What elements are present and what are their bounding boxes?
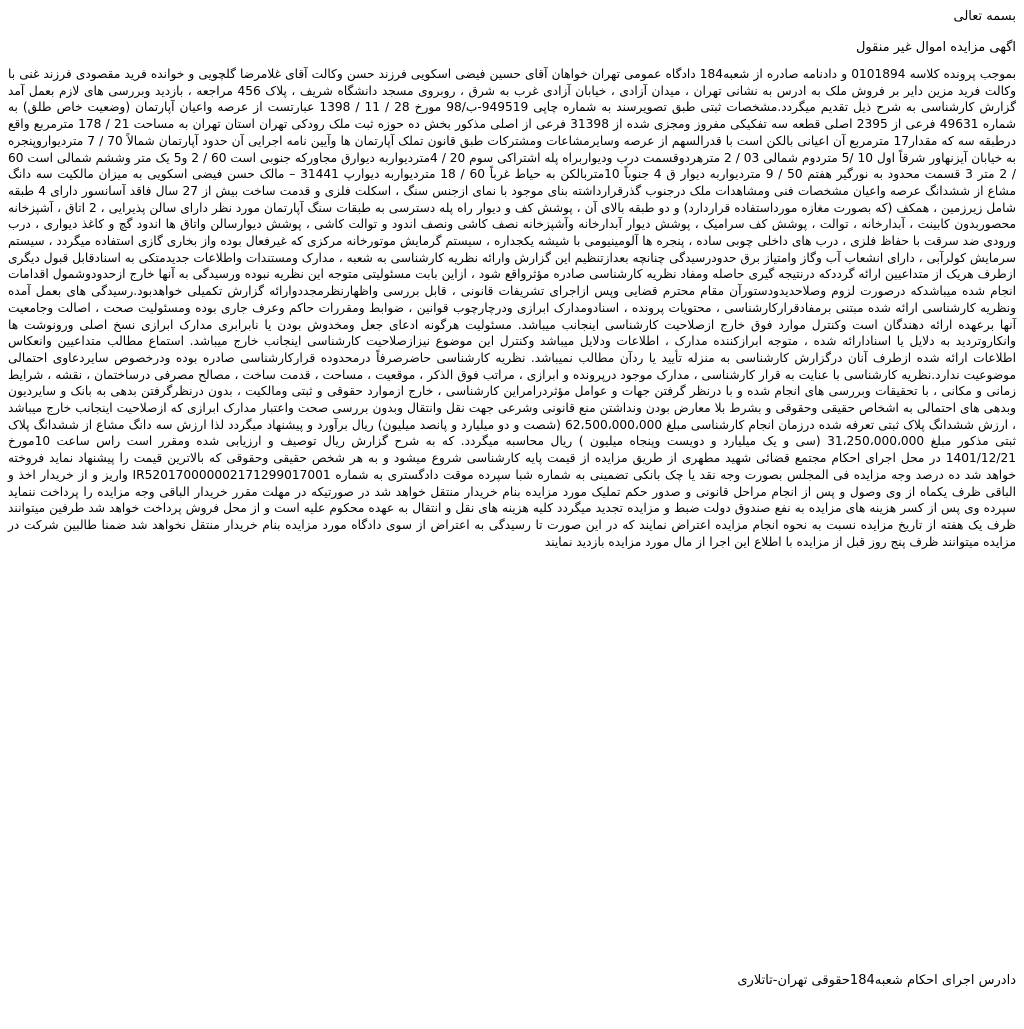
notice-title: اگهی مزایده اموال غیر منقول [855,40,1016,55]
notice-body-paragraph: بموجب پرونده کلاسه 0101894 و دادنامه صادره از شعبه184 دادگاه عمومی تهران خواهان آقای حسین فیضی اسکویی فرزند حسن وکالت آقای غلامرضا گلچویی و خوانده فرید مقصودی فرزند غنی با وکالت فرید مزین دایر بر فروش ملک به ادرس به نشانی تهران ، میدان آزادی ، خیابان آزادی غرب به شرق ، روبروی مسجد دانشگاه شریف ، پلاک 456 مراجعه ، بازدید وبررسی های لازم بعمل آمد گزارش کارشناسی به شرح ذیل تقدیم میگردد.مشخصات ثبتی طبق تصویرسند به شماره چاپی 949519-ب/98 مورخ 28 / 11 / 1398 عبارتست از عرصه واعیان آپارتمان (وضعیت خاص طلق) به شماره 49631 فرعی از 2395 اصلی قطعه سه تفکیکی مفروز ومجزی شده از 31398 فرعی از اصلی مذکور بخش ده حوزه ثبت ملک رودکی تهران استان تهران به مساحت 21 / 178 مترمربع واقع درطبقه سه که مقدار17 مترمربع آن اعیانی بالکن است با قدرالسهم از عرصه وسایرمشاعات ومشترکات طبق قانون تملک آپارتمان ها وآیین نامه اجرایی آن حدود آپارتمان شمالاً 70 / 7 متردیواروپنجره به خیابان آیزنهاور شرقاً اول 10 /5 متردوم شمالی 03 / 2 مترهردوقسمت درب ودیواربراه پله اشتراکی سوم 20 / 4متردیواربه دیوارق مجاورکه جنوبی است 60 / 2 و5 یک متر وششم شمالی است 60 / 2 متر 3 قسمت محدود به نورگیر هفتم 50 / 9 متردیواربه دیوار ق 4 جنوباً 10متربالکن به حیاط غرباً 60 / 18 متردیواربه دیوارپ 31441 – مالک حسن فیضی اسکویی به میزان مالکیت سه دانگ مشاع از ششدانگ عرصه واعیان مشخصات فنی ومشاهدات ملک درجنوب گذرقرارداشته بنای موجود با نمای ازجنس سنگ ، اسکلت فلزی و قدمت ساخت بیش از 27 سال فاقد آسانسور دارای 4 طبقه شامل زیرزمین ، همکف (که بصورت مغازه مورداستفاده قراردارد) و دو طبقه بالای آن ، پوشش کف و دیوار راه پله دسترسی به طبقات سنگ آپارتمان مورد نظر دارای سالن پذیرایی ، 2 اتاق ، آشپزخانه محصوربدون کابینت ، آبدارخانه ، توالت ، پوشش کف سرامیک ، پوشش دیوار آبدارخانه وآشپزخانه نصف کاشی ونصف اندود و توالت کاشی ، پوشش دیوارسالن واتاق ها اندود گچ و کاغذ دیواری ، درب ورودی ضد سرقت با حفاظ فلزی ، درب های داخلی چوبی ساده ، پنجره ها آلومینیومی با شیشه یکجداره ، سیستم گرمایش موتورخانه مرکزی که غیرفعال بوده واز بخاری گازی استفاده میگردد ، سیستم سرمایش کولرآبی ، دارای انشعاب آب وگاز وامتیاز برق حدودرسیدگی چنانچه بعدازتنظیم این گزارش وارائه نظریه کارشناسی به شعبه ، مدارک ومستندات واطلاعات جدیدمتکی به اسنادقابل قبول دیگری ازطرف هریک از متداعیین ارائه گرددکه درنتیجه گیری حاصله ومفاد نظریه کارشناسی صادره مؤثرواقع شود ، ازاین بابت مسئولیتی متوجه این نظریه نبوده ورسیدگی به آنها خارج ازحدودوشمول اقدامات انجام شده میباشدکه درصورت لزوم وصلاحدیدودستورآن مقام محترم قضایی وپس ازاجرای تشریفات قانونی ، قابل بررسی واظهارنظرمجددوارائه گزارش تکمیلی خواهدبود.رسیدگی های بعمل آمده ونظریه کارشناسی ارائه شده مبتنی برمفادقرارکارشناسی ، محتویات پرونده ، اسنادومدارک ابرازی ودرچارچوب قوانین ، ضوابط ومقررات حاکم وعرف جاری بوده ومسئولیت صحت ، اصالت وجامعیت آنها برعهده ارائه دهندگان است وکنترل موارد فوق خارج ازصلاحیت کارشناسی اینجانب میباشد. مسئولیت هرگونه ادعای جعل ومخدوش بودن یا نابرابری مدارک ابرازی نسخ اصلی ورونوشت ها وانکاروتردید به دلایل یا اسنادارائه شده ، متوجه ابرازکننده مدارک ، اطلاعات ودلایل میباشد وکنترل این موضوع نیزازصلاحیت کارشناسی اینجانب خارج میباشد. استماع مطالب متداعیین وانعکاس اطلاعات ارائه شده ازطرف آنان درگزارش کارشناسی به منزله تأیید یا ردآن مطالب نمیباشد. نظریه کارشناسی حاضرصرفاً درمحدوده قرارکارشناسی صادره بوده ودرخصوص سایردعاوی احتمالی موضوعیت ندارد.نظریه کارشناسی با عنایت به قرار کارشناسی ، مدارک موجود درپرونده و ابرازی ، مراتب فوق الذکر ، موقعیت ، مساحت ، قدمت ساخت ، مصالح مصرفی درساختمان ، نقشه ، شرایط زمانی و مکانی ، با تحقیقات وبررسی های انجام شده و با درنظر گرفتن جهات و عوامل مؤثردرامراین کارشناسی ، خارج ازموارد حقوقی و ثبتی ومالکیت ، بدون درنظرگرفتن بدهی به بانک و سایردیون وبدهی های احتمالی به اشخاص حقیقی وحقوقی و بشرط بلا معارض بودن ونداشتن منع قانونی وشرعی جهت نقل وانتقال وبدون بررسی صحت واعتبار مدارک ابرازی که ازصلاحیت اینجانب خارج میباشد ، ارزش ششدانگ پلاک ثبتی تعرفه شده درزمان انجام کارشناسی مبلغ 62،500،000،000 (شصت و دو میلیارد و پانصد میلیون) ریال برآورد و پیشنهاد میگردد لذا ارزش سه دانگ مشاع از ششدانگ پلاک ثبتی مذکور مبلغ 31،250،000،000 (سی و یک میلیارد و دویست وپنجاه میلیون ) ریال محاسبه میگردد. که به شرح گزارش ریال توصیف و ارزیابی شده ومقرر است راس ساعت 10مورخ 1401/12/21 در محل اجرای احکام مجتمع قضائی شهید مطهری از طریق مزایده از قیمت پایه کارشناسی شروع میشود و به هر شخص حقیقی وحقوقی که بالاترین قیمت را پیشنهاد نماید فروخته خواهد شد ده درصد وجه مزایده فی المجلس بصورت وجه نقد یا چک بانکی تضمینی به شماره شبا سپرده موقت دادگستری به شماره IR520170000002171299017001 واریز و از خریدار اخذ و الباقی ظرف یکماه از وی وصول و پس از انجام مراحل قانونی و صدور حکم تملیک مورد مزایده بنام خریدار منتقل خواهد شد در صورتیکه در مهلت مقرر خریدار الباقی وجه مزایده را پرداخت ننماید سپرده وی پس از کسر هزینه های مزایده به نفع صندوق دولت ضبط و مزایده تجدید میگردد کلیه هزینه های نقل و انتقال به عهده محکوم علیه است و از محل فروش پرداخت خواهد شد طرفین میتوانند ظرف یک هفته از تاریخ مزایده نسبت به نحوه انجام مزایده اعتراض نمایند که در این صورت تا رسیدگی به اعتراض از سوی دادگاه مورد مزایده بنام خریدار منتقل نخواهد شد ضمنا طالبین شرکت در مزایده میتوانند ظرف پنج روز قبل از مزایده با اطلاع این اجرا از مال مورد مزایده بازدید نمایند [8,67,1017,549]
signature-line: دادرس اجرای احکام شعبه184حقوقی تهران-تاتلاری [737,973,1016,988]
auction-notice-document [8,6,1016,1024]
invocation-heading: بسمه تعالی [953,9,1016,24]
